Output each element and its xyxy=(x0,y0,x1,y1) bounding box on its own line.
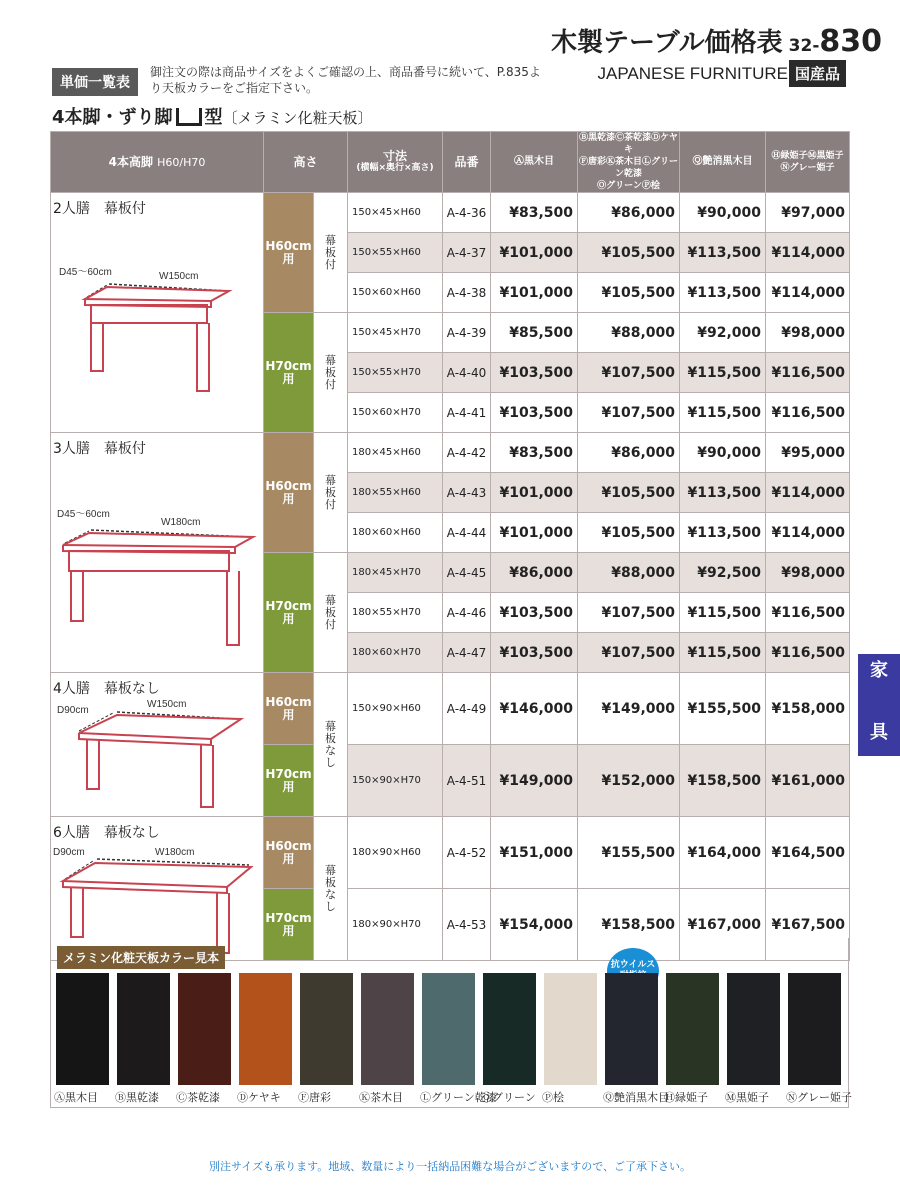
price-cell: ¥92,500 xyxy=(680,553,766,593)
price-cell: ¥151,000 xyxy=(491,817,578,889)
price-cell: ¥152,000 xyxy=(578,745,680,817)
price-cell: ¥105,500 xyxy=(578,513,680,553)
price-cell: ¥90,000 xyxy=(680,193,766,233)
price-cell: ¥88,000 xyxy=(578,313,680,353)
dims-cell: 180×90×H70 xyxy=(348,889,443,961)
code-cell: A-4-45 xyxy=(443,553,491,593)
price-cell: ¥95,000 xyxy=(766,433,850,473)
dims-cell: 150×45×H60 xyxy=(348,193,443,233)
code-cell: A-4-51 xyxy=(443,745,491,817)
color-swatch-label: Ⓕ唐彩 xyxy=(298,1091,331,1104)
header-color-3: Ⓠ艶消黒木目 xyxy=(680,132,766,193)
color-swatch-label: Ⓗ緑姫子 xyxy=(664,1091,708,1104)
price-cell: ¥155,500 xyxy=(578,817,680,889)
dims-cell: 180×45×H70 xyxy=(348,553,443,593)
price-cell: ¥103,500 xyxy=(491,353,578,393)
dims-cell: 180×90×H60 xyxy=(348,817,443,889)
height-cell: H70cm 用 xyxy=(264,889,314,961)
width-label: W180cm xyxy=(155,847,195,858)
page-prefix: 32- xyxy=(788,36,820,56)
height-cell: H60cm 用 xyxy=(264,433,314,553)
header-height: 高さ xyxy=(264,132,348,193)
price-cell: ¥98,000 xyxy=(766,313,850,353)
color-swatch-label: Ⓠ艶消黒木目 xyxy=(603,1091,669,1104)
price-cell: ¥158,500 xyxy=(578,889,680,961)
color-swatch-label: Ⓐ黒木目 xyxy=(54,1091,98,1104)
color-swatch xyxy=(300,973,353,1085)
section-title-a: 4本脚・ずり脚 xyxy=(52,107,173,128)
header-color-2: Ⓑ黒乾漆Ⓒ茶乾漆Ⓓケヤキ Ⓕ唐彩Ⓚ茶木目Ⓛグリーン乾漆 ⓄグリーンⓅ桧 xyxy=(579,133,679,191)
price-list-badge: 単価一覧表 xyxy=(52,68,138,96)
model-label: 2人膳 幕板付 xyxy=(53,201,146,217)
price-cell: ¥116,500 xyxy=(766,393,850,433)
page-title xyxy=(551,22,882,59)
color-swatch-label: Ⓟ桧 xyxy=(542,1091,564,1104)
price-cell: ¥155,500 xyxy=(680,673,766,745)
price-cell: ¥107,500 xyxy=(578,353,680,393)
price-cell: ¥103,500 xyxy=(491,593,578,633)
price-cell: ¥114,000 xyxy=(766,473,850,513)
color-swatch xyxy=(178,973,231,1085)
price-cell: ¥103,500 xyxy=(491,633,578,673)
price-cell: ¥101,000 xyxy=(491,473,578,513)
price-cell: ¥83,500 xyxy=(491,433,578,473)
panel-cell: 幕板付 xyxy=(314,433,348,553)
model-cell-3p xyxy=(51,433,264,673)
price-table xyxy=(50,131,850,961)
code-cell: A-4-41 xyxy=(443,393,491,433)
code-cell: A-4-37 xyxy=(443,233,491,273)
price-cell: ¥115,500 xyxy=(680,353,766,393)
section-title xyxy=(52,103,373,129)
price-cell: ¥107,500 xyxy=(578,393,680,433)
width-label: W150cm xyxy=(147,699,187,710)
price-cell: ¥114,000 xyxy=(766,273,850,313)
price-cell: ¥101,000 xyxy=(491,273,578,313)
price-cell: ¥167,500 xyxy=(766,889,850,961)
price-cell: ¥86,000 xyxy=(578,193,680,233)
price-cell: ¥167,000 xyxy=(680,889,766,961)
price-cell: ¥83,500 xyxy=(491,193,578,233)
depth-label: D45～60cm xyxy=(59,267,112,278)
brand-label: JAPANESE FURNITURE xyxy=(597,64,788,83)
table-illustration xyxy=(51,673,263,817)
color-swatch xyxy=(239,973,292,1085)
antiviral-badge: 抗ウイルス xyxy=(607,948,659,994)
color-swatch xyxy=(727,973,780,1085)
page-number: 830 xyxy=(819,24,882,59)
price-cell: ¥107,500 xyxy=(578,593,680,633)
table-row xyxy=(51,193,850,233)
price-cell: ¥164,000 xyxy=(680,817,766,889)
price-cell: ¥107,500 xyxy=(578,633,680,673)
model-label: 6人膳 幕板なし xyxy=(53,825,160,841)
price-cell: ¥158,000 xyxy=(766,673,850,745)
header-color-4: Ⓗ緑姫子Ⓜ黒姫子 Ⓝグレー姫子 xyxy=(766,132,850,193)
price-cell: ¥85,500 xyxy=(491,313,578,353)
color-swatch-label: Ⓓケヤキ xyxy=(237,1091,281,1104)
price-cell: ¥114,000 xyxy=(766,513,850,553)
header-code: 品番 xyxy=(443,132,491,193)
table-header-row xyxy=(51,132,850,193)
height-cell: H70cm 用 xyxy=(264,313,314,433)
leg-shape-icon xyxy=(176,108,202,126)
height-cell: H70cm 用 xyxy=(264,553,314,673)
price-cell: ¥113,500 xyxy=(680,273,766,313)
code-cell: A-4-44 xyxy=(443,513,491,553)
table-row xyxy=(51,673,850,745)
origin-badge: 国産品 xyxy=(789,60,846,87)
code-cell: A-4-47 xyxy=(443,633,491,673)
color-swatch xyxy=(544,973,597,1085)
dims-cell: 150×45×H70 xyxy=(348,313,443,353)
dims-cell: 150×60×H60 xyxy=(348,273,443,313)
code-cell: A-4-40 xyxy=(443,353,491,393)
price-cell: ¥86,000 xyxy=(578,433,680,473)
price-cell: ¥86,000 xyxy=(491,553,578,593)
price-cell: ¥114,000 xyxy=(766,233,850,273)
dims-cell: 150×90×H60 xyxy=(348,673,443,745)
price-cell: ¥97,000 xyxy=(766,193,850,233)
color-swatch-label: Ⓝグレー姫子 xyxy=(786,1091,852,1104)
price-cell: ¥146,000 xyxy=(491,673,578,745)
category-side-tab[interactable]: 家 具 xyxy=(858,654,900,756)
price-cell: ¥113,500 xyxy=(680,513,766,553)
height-cell: H60cm 用 xyxy=(264,193,314,313)
price-cell: ¥116,500 xyxy=(766,633,850,673)
color-swatch-label: Ⓚ茶木目 xyxy=(359,1091,403,1104)
code-cell: A-4-49 xyxy=(443,673,491,745)
price-cell: ¥115,500 xyxy=(680,593,766,633)
order-note: 御注文の際は商品サイズをよくご確認の上、商品番号に続いて、P.835より天板カラーをご指定下さい。 xyxy=(150,65,541,95)
table-row xyxy=(51,817,850,889)
model-label: 3人膳 幕板付 xyxy=(53,441,146,457)
price-cell: ¥92,000 xyxy=(680,313,766,353)
dims-cell: 180×45×H60 xyxy=(348,433,443,473)
height-cell: H60cm 用 xyxy=(264,817,314,889)
price-cell: ¥164,500 xyxy=(766,817,850,889)
dims-cell: 150×60×H70 xyxy=(348,393,443,433)
depth-label: D90cm xyxy=(57,705,89,716)
price-cell: ¥116,500 xyxy=(766,353,850,393)
width-label: W150cm xyxy=(159,271,199,282)
price-cell: ¥115,500 xyxy=(680,633,766,673)
model-label: 4人膳 幕板なし xyxy=(53,681,160,697)
code-cell: A-4-42 xyxy=(443,433,491,473)
price-cell: ¥103,500 xyxy=(491,393,578,433)
depth-label: D45～60cm xyxy=(57,509,110,520)
model-cell-2p xyxy=(51,193,264,433)
color-swatch xyxy=(666,973,719,1085)
height-cell: H60cm 用 xyxy=(264,673,314,745)
price-cell: ¥101,000 xyxy=(491,513,578,553)
color-swatch-label: Ⓛグリーン乾漆 xyxy=(420,1091,497,1104)
footer-note: 別注サイズも承ります。地域、数量により一括納品困難な場合がございますので、ご了承下さい。 xyxy=(208,1160,692,1173)
code-cell: A-4-46 xyxy=(443,593,491,633)
price-cell: ¥105,500 xyxy=(578,473,680,513)
title-text: 木製テーブル価格表 xyxy=(550,28,783,58)
height-cell: H70cm 用 xyxy=(264,745,314,817)
color-swatch-label: Ⓑ黒乾漆 xyxy=(115,1091,159,1104)
color-swatch xyxy=(117,973,170,1085)
section-subtitle: 〔メラミン化粧天板〕 xyxy=(222,109,373,127)
price-cell: ¥116,500 xyxy=(766,593,850,633)
color-swatch xyxy=(483,973,536,1085)
code-cell: A-4-43 xyxy=(443,473,491,513)
price-cell: ¥158,500 xyxy=(680,745,766,817)
code-cell: A-4-36 xyxy=(443,193,491,233)
code-cell: A-4-52 xyxy=(443,817,491,889)
color-swatch xyxy=(605,973,658,1085)
table-illustration xyxy=(51,193,263,431)
price-cell: ¥161,000 xyxy=(766,745,850,817)
header-color-1: Ⓐ黒木目 xyxy=(491,132,578,193)
price-cell: ¥115,500 xyxy=(680,393,766,433)
dims-cell: 180×55×H60 xyxy=(348,473,443,513)
color-sample-title: メラミン化粧天板カラー見本 xyxy=(57,946,225,969)
price-cell: ¥113,500 xyxy=(680,233,766,273)
dims-cell: 150×55×H60 xyxy=(348,233,443,273)
color-swatch xyxy=(788,973,841,1085)
depth-label: D90cm xyxy=(53,847,85,858)
dims-cell: 180×60×H70 xyxy=(348,633,443,673)
color-swatch-label: Ⓒ茶乾漆 xyxy=(176,1091,220,1104)
header-model: 4本高脚 H60/H70 xyxy=(51,132,264,193)
code-cell: A-4-38 xyxy=(443,273,491,313)
code-cell: A-4-53 xyxy=(443,889,491,961)
panel-cell: 幕板付 xyxy=(314,193,348,313)
price-cell: ¥98,000 xyxy=(766,553,850,593)
color-swatch-label: Ⓞグリーン xyxy=(481,1091,536,1104)
color-swatch xyxy=(422,973,475,1085)
panel-cell: 幕板なし xyxy=(314,673,348,817)
price-cell: ¥90,000 xyxy=(680,433,766,473)
color-swatch xyxy=(56,973,109,1085)
width-label: W180cm xyxy=(161,517,201,528)
dims-cell: 180×60×H60 xyxy=(348,513,443,553)
price-cell: ¥154,000 xyxy=(491,889,578,961)
panel-cell: 幕板付 xyxy=(314,313,348,433)
color-swatch-label: Ⓜ黒姫子 xyxy=(725,1091,769,1104)
price-cell: ¥149,000 xyxy=(491,745,578,817)
price-cell: ¥105,500 xyxy=(578,273,680,313)
table-illustration xyxy=(51,433,263,671)
panel-cell: 幕板なし xyxy=(314,817,348,961)
panel-cell: 幕板付 xyxy=(314,553,348,673)
table-row xyxy=(51,433,850,473)
code-cell: A-4-39 xyxy=(443,313,491,353)
section-title-b: 型 xyxy=(204,107,223,128)
price-cell: ¥149,000 xyxy=(578,673,680,745)
header-dims: 寸法 (横幅×奥行×高さ) xyxy=(348,132,443,193)
dims-cell: 150×55×H70 xyxy=(348,353,443,393)
price-cell: ¥101,000 xyxy=(491,233,578,273)
dims-cell: 150×90×H70 xyxy=(348,745,443,817)
price-cell: ¥88,000 xyxy=(578,553,680,593)
price-cell: ¥113,500 xyxy=(680,473,766,513)
model-cell-4p xyxy=(51,673,264,817)
price-cell: ¥105,500 xyxy=(578,233,680,273)
color-swatch xyxy=(361,973,414,1085)
dims-cell: 180×55×H70 xyxy=(348,593,443,633)
